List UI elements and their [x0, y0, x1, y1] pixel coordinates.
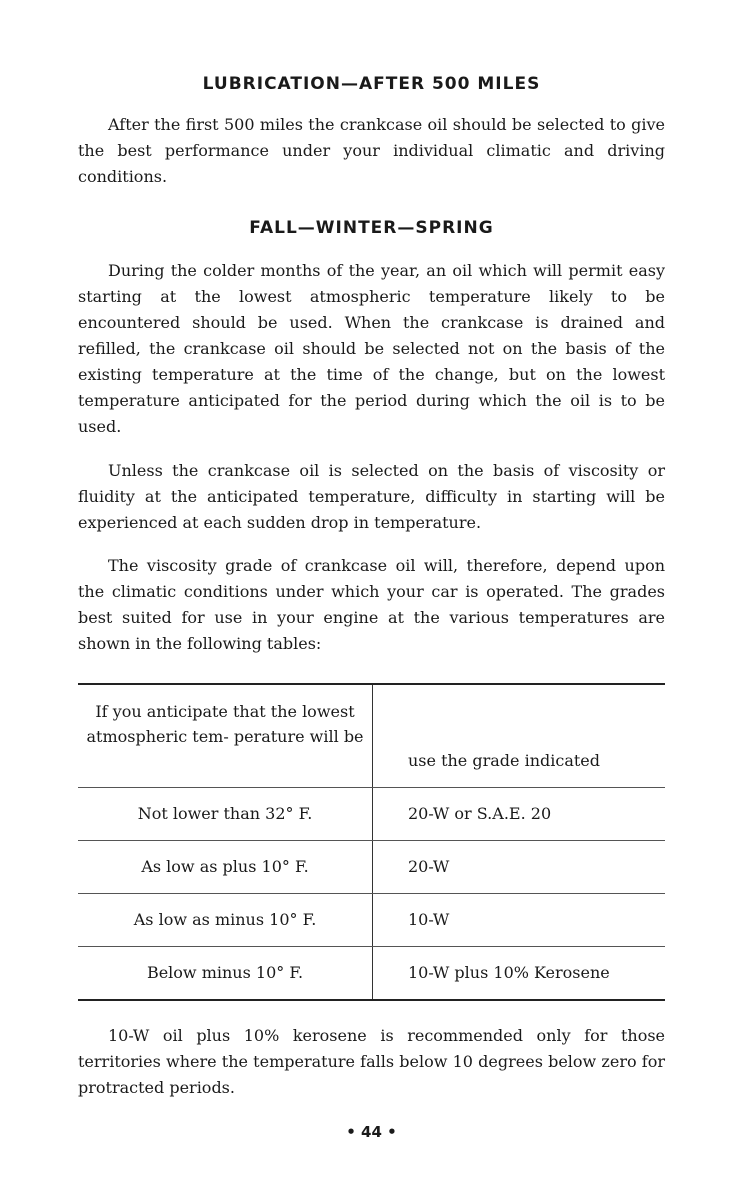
- row-temperature: As low as minus 10° F.: [133, 910, 317, 929]
- lubrication-paragraph: After the first 500 miles the crankcase oil should be selected to give the best performance under your individual climatic and driving conditions.: [78, 115, 665, 186]
- row-grade: 20-W or S.A.E. 20: [408, 804, 552, 823]
- viscosity-paragraph: Unless the crankcase oil is selected on the basis of viscosity or fluidity at the anticipated temperature, difficulty in starting will be experienced at each sudden drop in temperature.: [78, 461, 665, 532]
- oil-grade-table: [78, 683, 665, 1001]
- table-row: [78, 841, 665, 894]
- table-row: [78, 894, 665, 947]
- grade-paragraph: The viscosity grade of crankcase oil will, therefore, depend upon the climatic conditions under which your car is operated. The grades best suited for use in your engine at the various temperatures are shown in the following tables:: [78, 556, 665, 653]
- table-header: [78, 685, 665, 788]
- row-grade: 20-W: [408, 857, 450, 876]
- header-temperature: If you anticipate that the lowest atmospheric tem- perature will be: [86, 702, 364, 746]
- header-grade: use the grade indicated: [408, 751, 601, 770]
- row-grade: 10-W: [408, 910, 450, 929]
- row-temperature: As low as plus 10° F.: [141, 857, 309, 876]
- row-grade: 10-W plus 10% Kerosene: [408, 963, 610, 982]
- row-temperature: Not lower than 32° F.: [137, 804, 313, 823]
- row-temperature: Below minus 10° F.: [146, 963, 304, 982]
- section-heading-lubrication: LUBRICATION—AFTER 500 MILES: [202, 74, 541, 94]
- kerosene-footnote: 10-W oil plus 10% kerosene is recommended only for those territories where the temperature falls below 10 degrees below zero for protracted periods.: [78, 1026, 665, 1097]
- page-number: • 44 •: [346, 1123, 397, 1141]
- table-row: [78, 947, 665, 999]
- colder-months-paragraph: During the colder months of the year, an oil which will permit easy starting at the lowest atmospheric temperature likely to be encountered should be used. When the crankcase is drained and refilled, the crankcase oil should be selected not on the basis of the existing temperature at the time of the change, but on the lowest temperature anticipated for the period during which the oil is to be used.: [78, 261, 665, 436]
- table-row: [78, 788, 665, 841]
- section-heading-fall-winter-spring: FALL—WINTER—SPRING: [249, 218, 494, 238]
